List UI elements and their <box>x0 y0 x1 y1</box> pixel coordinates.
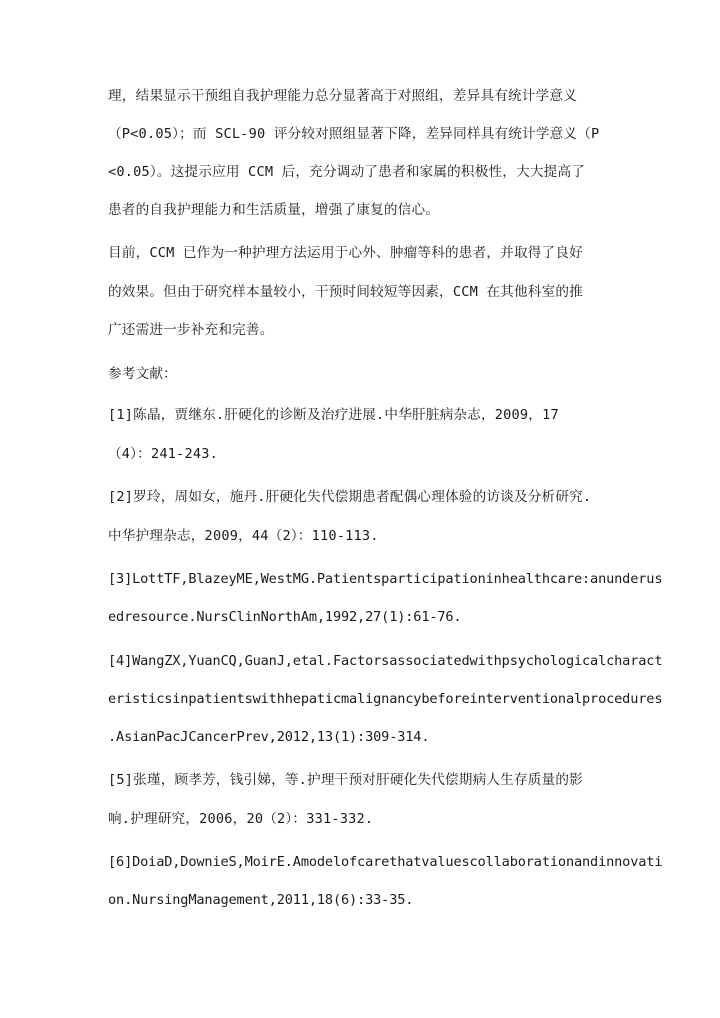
reference-3-line-1: [3]LottTF,BlazeyME,WestMG.Patientsparticipationinhealthcare:anunderus <box>108 571 663 587</box>
reference-6-line-2: on.NursingManagement,2011,18(6):33-35. <box>108 892 414 908</box>
reference-5-line-2: 响.护理研究，2006，20（2）：331-332. <box>108 811 374 827</box>
reference-1-line-2: （4）：241-243. <box>108 446 219 462</box>
outlook-line-2: 的效果。但由于研究样本量较小，干预时间较短等因素，CCM 在其他科室的推 <box>108 284 583 300</box>
conclusion-line-2: （P<0.05）；而 SCL-90 评分较对照组显著下降，差异同样具有统计学意义（P <box>108 126 600 142</box>
outlook-line-1: 目前，CCM 已作为一种护理方法运用于心外、肿瘤等科的患者，并取得了良好 <box>108 245 583 261</box>
conclusion-line-3: <0.05）。这提示应用 CCM 后，充分调动了患者和家属的积极性，大大提高了 <box>108 164 586 180</box>
conclusion-line-1: 理，结果显示干预组自我护理能力总分显著高于对照组，差异具有统计学意义 <box>108 88 577 104</box>
reference-4-line-2: eristicsinpatientswithhepaticmalignancybeforeinterventionalprocedures <box>108 691 663 707</box>
reference-2-line-1: [2]罗玲，周如女，施丹.肝硬化失代偿期患者配偶心理体验的访谈及分析研究. <box>108 489 592 505</box>
reference-3-line-2: edresource.NursClinNorthAm,1992,27(1):61-76. <box>108 609 462 625</box>
reference-5-line-1: [5]张瑾，顾孝芳，钱引娣，等.护理干预对肝硬化失代偿期病人生存质量的影 <box>108 772 583 788</box>
reference-4-line-3: .AsianPacJCancerPrev,2012,13(1):309-314. <box>108 729 430 745</box>
reference-1-line-1: [1]陈晶，贾继东.肝硬化的诊断及治疗进展.中华肝脏病杂志，2009，17 <box>108 407 559 423</box>
reference-6-line-1: [6]DoiaD,DownieS,MoirE.Amodelofcarethatvaluescollaborationandinnovati <box>108 854 663 870</box>
outlook-line-3: 广还需进一步补充和完善。 <box>108 322 274 338</box>
reference-2-line-2: 中华护理杂志，2009，44（2）：110-113. <box>108 528 379 544</box>
reference-4-line-1: [4]WangZX,YuanCQ,GuanJ,etal.Factorsassociatedwithpsychologicalcharact <box>108 653 663 669</box>
references-heading: 参考文献： <box>108 366 177 382</box>
conclusion-line-4: 患者的自我护理能力和生活质量，增强了康复的信心。 <box>108 202 440 218</box>
